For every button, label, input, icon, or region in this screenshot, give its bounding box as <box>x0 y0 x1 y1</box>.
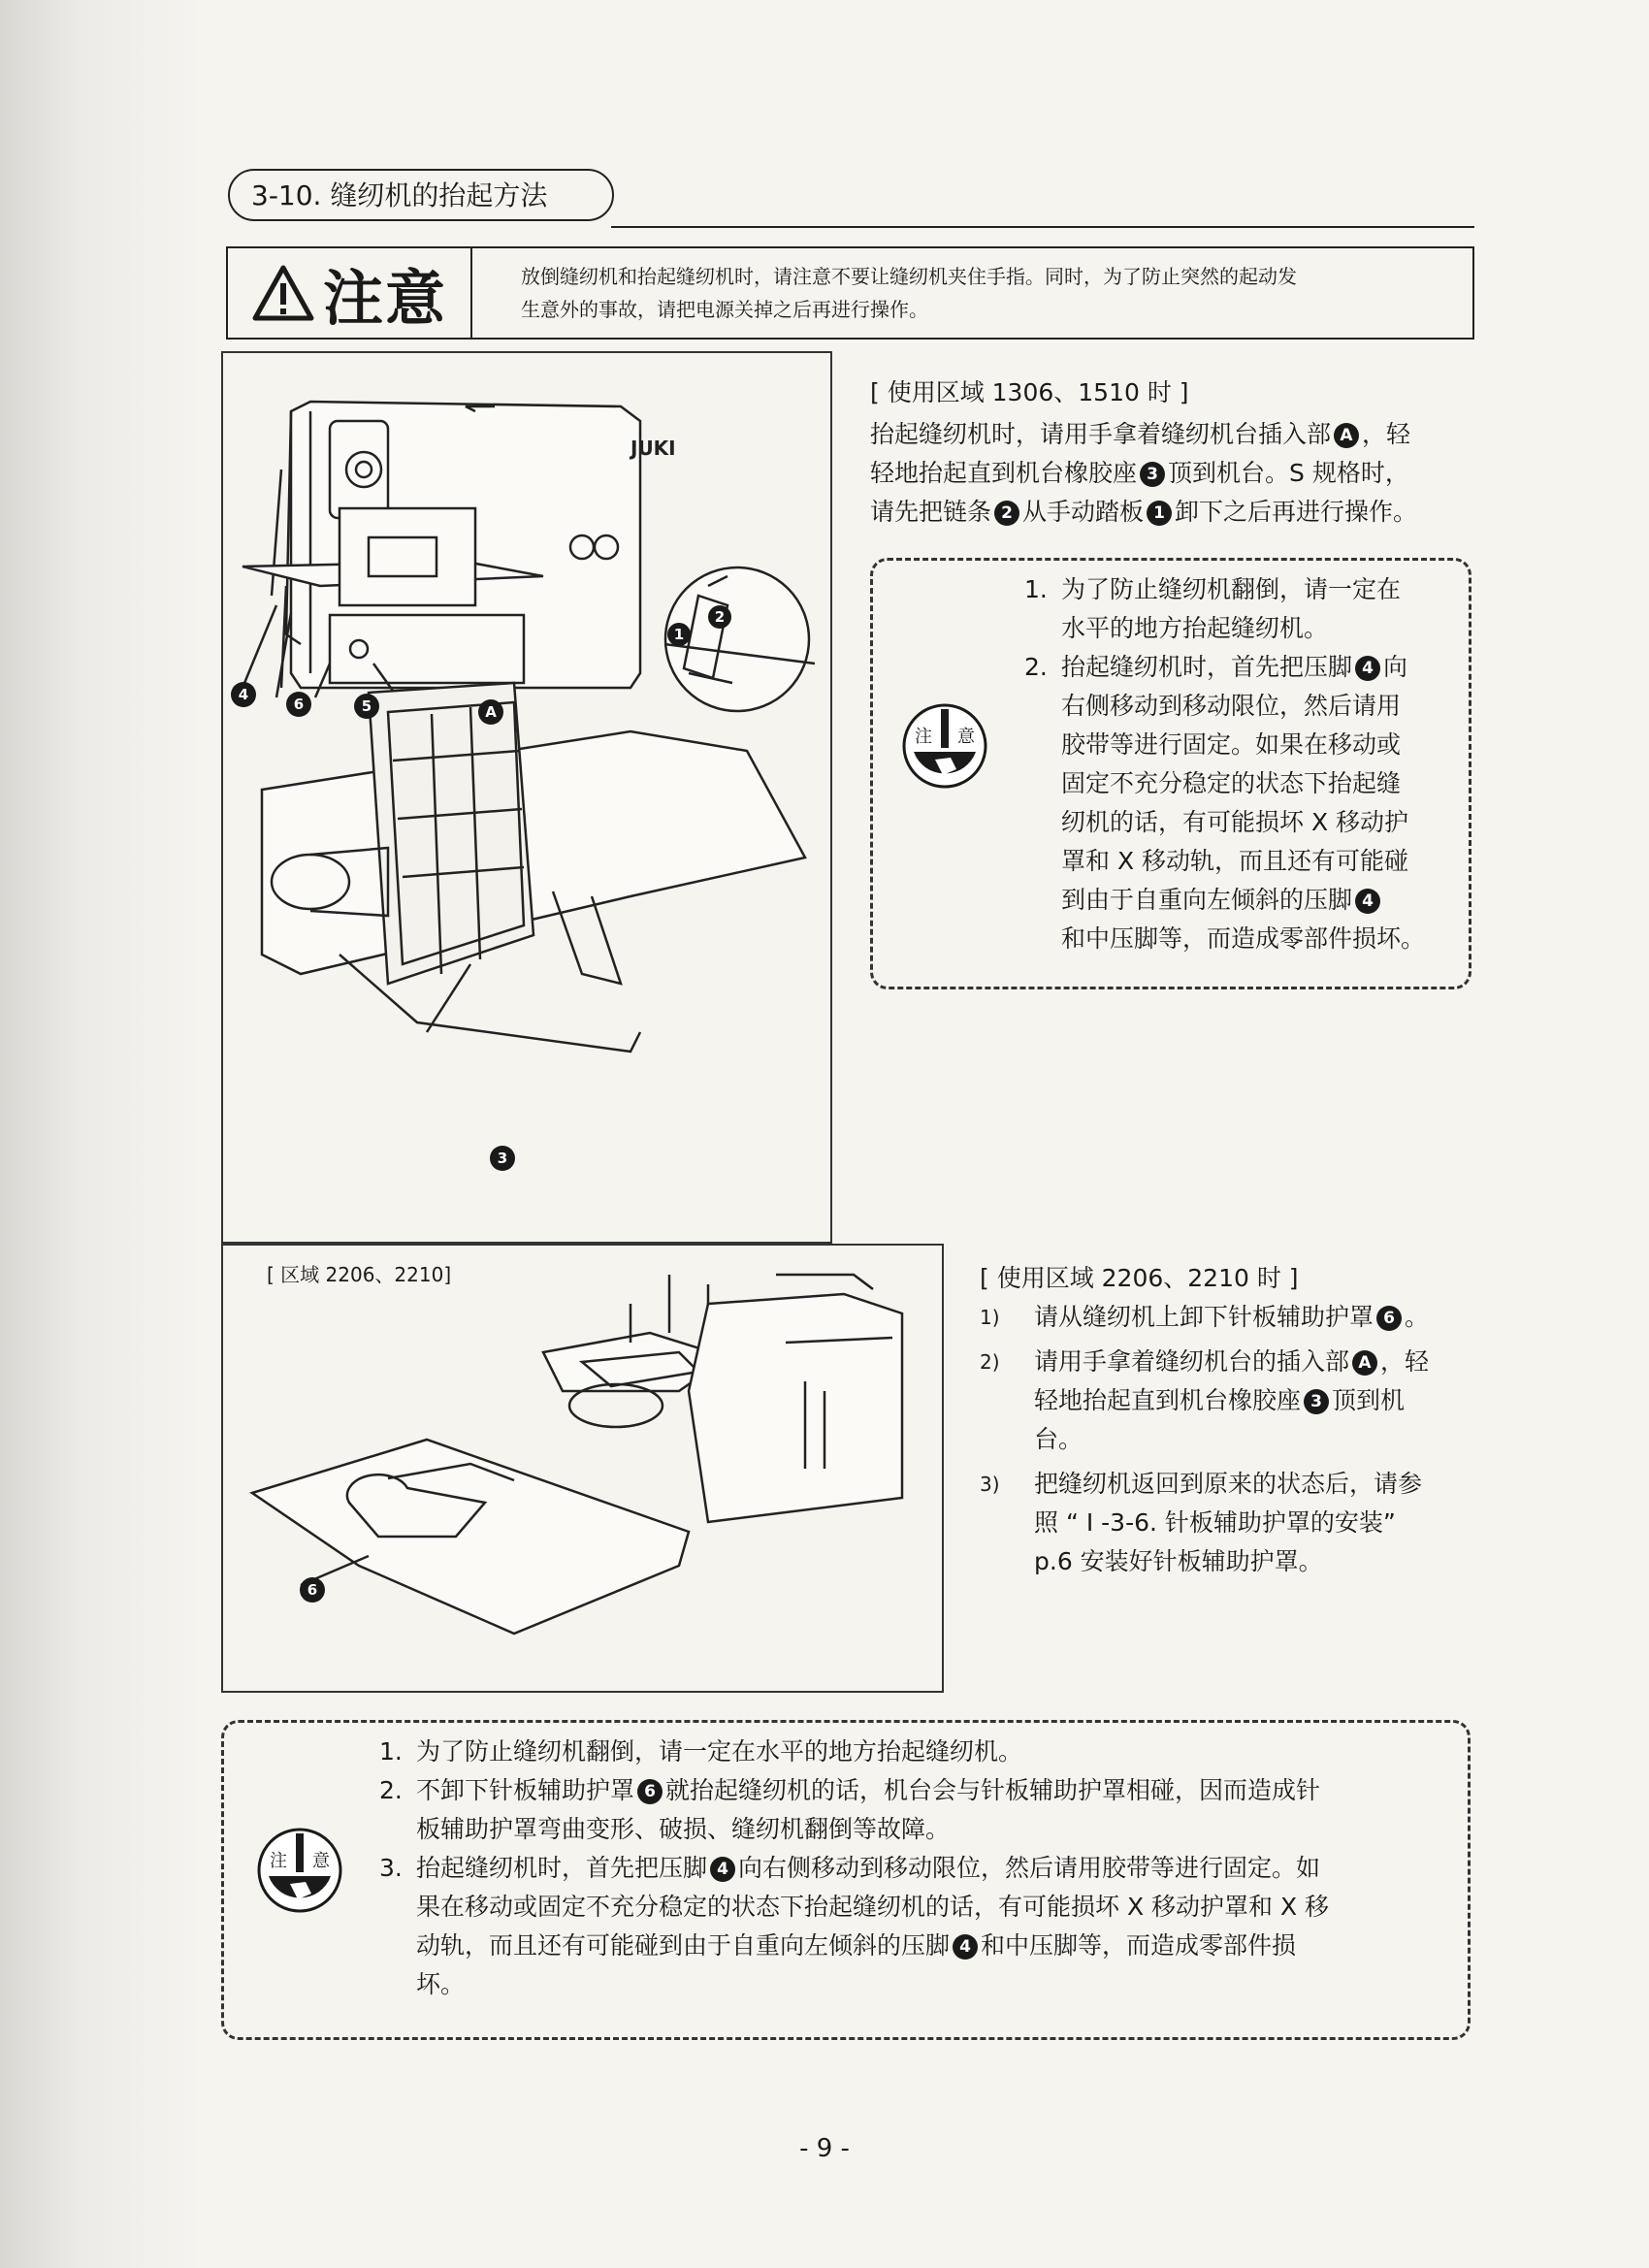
note1-line: 胶带等进行固定。如果在移动或 <box>1061 730 1402 759</box>
caution-label-cell <box>228 248 472 338</box>
callout-1: 1 <box>673 626 685 643</box>
callout-2: 2 <box>714 608 726 626</box>
callout-4-inline: 4 <box>710 1857 735 1882</box>
note1-item: 2. 抬起缝纫机时，首先把压脚 4 向 右侧移动到移动限位，然后请用 胶带等进行固定。如果在移动或 固定不充分稳定的状态下抬起缝 纫机的话，有可能损坏 X 移动护 罩和 X 移动轨，而且还有可能碰 到由于自重向左倾斜的压脚 4 和中压脚等，而造成零部件损坏。 <box>1024 648 1461 958</box>
caution-title: 注意 <box>322 262 447 334</box>
svg-text:意: 意 <box>312 1851 330 1871</box>
zone1-text: 顶到机台。S 规格时， <box>1168 459 1409 487</box>
page-spine-shadow <box>0 0 204 2268</box>
callout-4-inline: 4 <box>1355 656 1380 681</box>
note2-list <box>379 1733 1446 2004</box>
note2-item: 2. 不卸下针板辅助护罩 6 就抬起缝纫机的话，机台会与针板辅助护罩相碰，因而造成针 板辅助护罩弯曲变形、破损、缝纫机翻倒等故障。 <box>379 1776 1321 1843</box>
caution-box <box>226 246 1474 340</box>
note2-item: 1. 为了防止缝纫机翻倒，请一定在水平的地方抬起缝纫机。 <box>379 1737 1023 1766</box>
section-title: 3-10. 缝纫机的抬起方法 <box>228 169 614 221</box>
callout-4-inline: 4 <box>953 1934 978 1960</box>
callout-6-inline: 6 <box>637 1779 663 1804</box>
zone2-step: 2) 请用手拿着缝纫机台的插入部 A ，轻 轻地抬起直到机台橡胶座 3 顶到机 台。 <box>980 1347 1430 1453</box>
warning-triangle-icon <box>251 264 315 322</box>
note-box-2 <box>221 1720 1471 2040</box>
brand-label: JUKI <box>630 437 676 460</box>
section-rule <box>611 226 1474 228</box>
zone1-text: 轻地抬起直到机台橡胶座 <box>870 459 1138 487</box>
svg-text:注: 注 <box>270 1851 287 1871</box>
callout-2-inline: 2 <box>994 501 1019 526</box>
needle-plate-illustration <box>223 1246 942 1691</box>
callout-5: 5 <box>361 697 372 715</box>
zone1-paragraph <box>870 415 1481 532</box>
note1-item: 1. 为了防止缝纫机翻倒，请一定在 水平的地方抬起缝纫机。 <box>1024 570 1461 648</box>
callout-4: 4 <box>238 686 249 703</box>
callout-3: 3 <box>497 1150 508 1167</box>
note2-item: 3. 抬起缝纫机时，首先把压脚 4 向右侧移动到移动限位，然后请用胶带等进行固定。如 果在移动或固定不充分稳定的状态下抬起缝纫机的话，有可能损坏 X 移动护罩和 X 移 动轨，而且还有可能碰到由于自重向左倾斜的压脚 4 和中压脚等，而造成零部件损 坏。 <box>379 1854 1330 1998</box>
callout-1-inline: 1 <box>1147 501 1172 526</box>
note1-line: 罩和 X 移动轨，而且还有可能碰 <box>1061 847 1409 875</box>
note1-line: 到由于自重向左倾斜的压脚 <box>1061 886 1353 914</box>
caution-line: 放倒缝纫机和抬起缝纫机时，请注意不要让缝纫机夹住手指。同时，为了防止突然的起动发 <box>521 265 1297 288</box>
note1-list <box>1024 570 1461 958</box>
zone2-step: 3) 把缝纫机返回到原来的状态后，请参 照 “ I -3-6. 针板辅助护罩的安装” p.6 安装好针板辅助护罩。 <box>980 1470 1423 1575</box>
note1-line: 固定不充分稳定的状态下抬起缝 <box>1061 769 1402 797</box>
callout-6-inline: 6 <box>1376 1306 1402 1331</box>
zone2-step: 1) 请从缝纫机上卸下针板辅助护罩 6 。 <box>980 1303 1430 1331</box>
callout-a-inline: A <box>1334 423 1359 448</box>
zone1-heading: [ 使用区域 1306、1510 时 ] <box>870 378 1189 406</box>
callout-a-inline: A <box>1352 1350 1377 1376</box>
callout-3-inline: 3 <box>1304 1389 1329 1414</box>
zone2-heading: [ 使用区域 2206、2210 时 ] <box>980 1264 1299 1292</box>
note1-line: 和中压脚等，而造成零部件损坏。 <box>1061 924 1426 953</box>
callout-6: 6 <box>307 1581 318 1599</box>
note1-line: 为了防止缝纫机翻倒，请一定在 <box>1061 575 1402 603</box>
caution-text <box>472 248 1472 338</box>
zone2-steps <box>980 1298 1474 1587</box>
note1-line: 抬起缝纫机时，首先把压脚 <box>1061 653 1353 681</box>
callout-a: A <box>485 703 497 721</box>
caution-hand-icon <box>255 1826 344 1915</box>
figure-machine-lift <box>221 351 832 1244</box>
zone1-text: 请先把链条 <box>870 498 992 526</box>
note-box-1 <box>870 558 1471 989</box>
zone1-text: 抬起缝纫机时，请用手拿着缝纫机台插入部 <box>870 420 1332 448</box>
note1-line: 右侧移动到移动限位，然后请用 <box>1061 692 1402 720</box>
note1-line: 纫机的话，有可能损坏 X 移动护 <box>1061 808 1409 836</box>
callout-6: 6 <box>293 696 305 713</box>
svg-text:意: 意 <box>957 727 975 747</box>
figure2-label: [ 区域 2206、2210] <box>267 1263 452 1286</box>
caution-hand-icon <box>900 701 989 791</box>
svg-text:注: 注 <box>915 727 932 747</box>
note1-line: 向 <box>1383 653 1408 681</box>
machine-illustration <box>223 353 830 1242</box>
callout-3-inline: 3 <box>1140 462 1165 487</box>
note1-line: 水平的地方抬起缝纫机。 <box>1061 614 1329 642</box>
zone1-text: 卸下之后再进行操作。 <box>1175 498 1418 526</box>
zone1-text: 从手动踏板 <box>1022 498 1145 526</box>
zone1-text: ，轻 <box>1362 420 1411 448</box>
callout-4-inline: 4 <box>1355 889 1380 914</box>
figure-needle-plate-cover <box>221 1244 944 1693</box>
page-number: - 9 - <box>799 2134 850 2163</box>
caution-line: 生意外的事故，请把电源关掉之后再进行操作。 <box>521 298 928 321</box>
